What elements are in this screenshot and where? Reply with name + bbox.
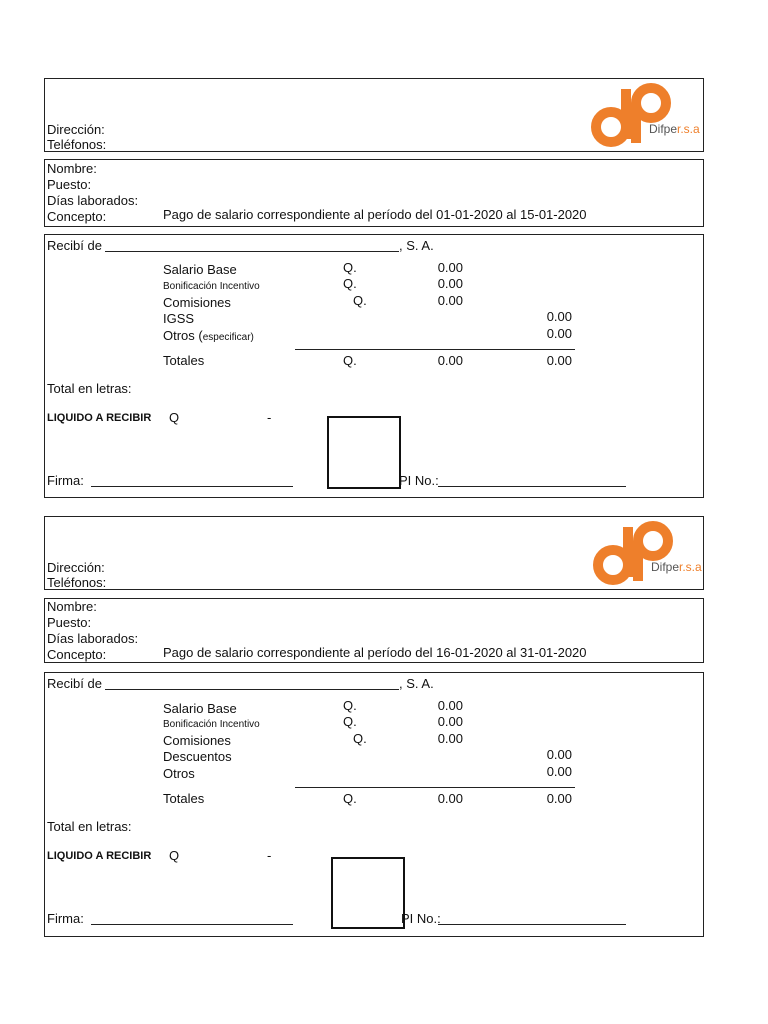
nombre-label: Nombre: (47, 161, 97, 176)
totales-deduction: 0.00 (546, 791, 572, 806)
puesto-label: Puesto: (47, 177, 92, 192)
totales-label: Totales (163, 353, 205, 368)
recibi-de-label: Recibí de (47, 238, 102, 253)
logo-wordmark: Difper.s.a (651, 560, 702, 574)
nombre-label: Nombre: (47, 599, 97, 614)
row-label: IGSS (163, 311, 195, 326)
difper-logo-icon (589, 81, 673, 149)
row-amount: 0.00 (437, 276, 463, 291)
payroll-receipt-2 (44, 516, 704, 937)
employee-info-box (44, 159, 704, 227)
recibi-de-line (105, 689, 399, 690)
row-currency: Q. (353, 293, 367, 308)
telefonos-label: Teléfonos: (47, 575, 107, 590)
direccion-label: Dirección: (47, 560, 105, 575)
puesto-label: Puesto: (47, 615, 92, 630)
dpi-line (438, 924, 626, 925)
row-amount: 0.00 (437, 731, 463, 746)
totales-deduction: 0.00 (546, 353, 572, 368)
fingerprint-box (327, 416, 401, 489)
row-label: Bonificación Incentivo (163, 281, 260, 292)
row-currency: Q. (343, 276, 357, 291)
total-letras-label: Total en letras: (47, 819, 132, 834)
liquido-currency: Q (169, 410, 180, 425)
dias-laborados-label: Días laborados: (47, 631, 139, 646)
totales-amount: 0.00 (437, 791, 463, 806)
totales-currency: Q. (343, 791, 357, 806)
totals-rule (295, 787, 575, 788)
firma-label: Firma: (47, 911, 84, 926)
dias-laborados-label: Días laborados: (47, 193, 139, 208)
row-deduction: 0.00 (546, 747, 572, 762)
row-label: Otros (especificar) (163, 328, 254, 343)
receipt-header-box (44, 516, 704, 590)
liquido-value: - (267, 410, 272, 425)
dpi-label: PI No.: (399, 473, 439, 488)
totales-label: Totales (163, 791, 205, 806)
payment-box (44, 672, 704, 937)
logo-wordmark: Difper.s.a (649, 122, 700, 136)
liquido-label: LIQUIDO A RECIBIR (47, 412, 152, 424)
recibi-de-line (105, 251, 399, 252)
employee-info-box (44, 598, 704, 663)
row-amount: 0.00 (437, 293, 463, 308)
payment-box (44, 234, 704, 498)
row-amount: 0.00 (437, 698, 463, 713)
totales-amount: 0.00 (437, 353, 463, 368)
fingerprint-box (331, 857, 405, 929)
row-label: Salario Base (163, 701, 237, 716)
firma-line (91, 924, 293, 925)
row-label: Bonificación Incentivo (163, 719, 260, 730)
totales-currency: Q. (343, 353, 357, 368)
receipt-header-box (44, 78, 704, 152)
sa-label: , S. A. (399, 676, 434, 691)
payroll-receipt-1 (44, 78, 704, 498)
row-label: Comisiones (163, 295, 231, 310)
total-letras-label: Total en letras: (47, 381, 132, 396)
concepto-value: Pago de salario correspondiente al período del 16-01-2020 al 31-01-2020 (163, 645, 587, 660)
concepto-label: Concepto: (47, 647, 107, 662)
liquido-value: - (267, 848, 272, 863)
telefonos-label: Teléfonos: (47, 137, 107, 152)
row-currency: Q. (343, 714, 357, 729)
row-deduction: 0.00 (546, 326, 572, 341)
firma-label: Firma: (47, 473, 84, 488)
row-currency: Q. (343, 260, 357, 275)
liquido-currency: Q (169, 848, 180, 863)
concepto-value: Pago de salario correspondiente al período del 01-01-2020 al 15-01-2020 (163, 207, 587, 222)
row-deduction: 0.00 (546, 309, 572, 324)
row-amount: 0.00 (437, 260, 463, 275)
difper-logo-icon (591, 519, 675, 587)
row-amount: 0.00 (437, 714, 463, 729)
dpi-line (438, 486, 626, 487)
totals-rule (295, 349, 575, 350)
row-label: Salario Base (163, 262, 237, 277)
recibi-de-label: Recibí de (47, 676, 102, 691)
row-currency: Q. (353, 731, 367, 746)
row-label: Descuentos (163, 749, 232, 764)
liquido-label: LIQUIDO A RECIBIR (47, 850, 152, 862)
direccion-label: Dirección: (47, 122, 105, 137)
dpi-label: PI No.: (401, 911, 441, 926)
firma-line (91, 486, 293, 487)
sa-label: , S. A. (399, 238, 434, 253)
row-currency: Q. (343, 698, 357, 713)
concepto-label: Concepto: (47, 209, 107, 224)
row-label: Comisiones (163, 733, 231, 748)
row-deduction: 0.00 (546, 764, 572, 779)
row-label: Otros (163, 766, 195, 781)
